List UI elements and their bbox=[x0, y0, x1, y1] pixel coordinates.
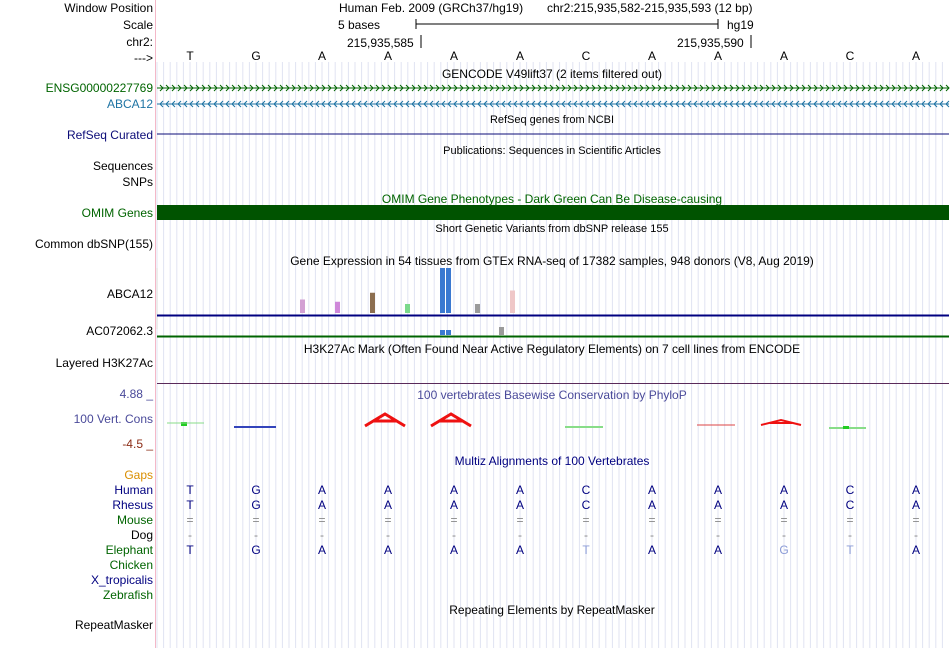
alignment-base: - bbox=[782, 528, 786, 542]
alignment-base: A bbox=[449, 543, 458, 557]
alignment-base: T bbox=[186, 498, 194, 512]
db-text: hg19 bbox=[727, 18, 754, 32]
chr-label: chr2: bbox=[126, 35, 153, 49]
gene-label-abca12[interactable]: ABCA12 bbox=[106, 97, 153, 111]
alignment-base: = bbox=[384, 513, 392, 527]
alignment-base: A bbox=[515, 483, 524, 497]
alignment-base: C bbox=[845, 483, 855, 497]
base-letter: A bbox=[713, 49, 722, 63]
species-label[interactable]: Chicken bbox=[109, 558, 153, 572]
phylop-title[interactable]: 100 vertebrates Basewise Conservation by PhyloP bbox=[417, 388, 687, 402]
alignment-base: A bbox=[383, 498, 392, 512]
gtex-bar bbox=[440, 268, 445, 313]
species-label[interactable]: Mouse bbox=[116, 513, 153, 527]
base-letter: G bbox=[251, 49, 261, 63]
base-letter: A bbox=[911, 49, 920, 63]
phylop-min-label: -4.5 _ bbox=[122, 437, 153, 451]
alignment-base: A bbox=[647, 498, 656, 512]
alignment-base: = bbox=[714, 513, 722, 527]
alignment-base: = bbox=[252, 513, 260, 527]
gtex-bar bbox=[370, 293, 375, 313]
alignment-base: C bbox=[581, 483, 591, 497]
alignment-base: T bbox=[186, 483, 194, 497]
base-letter: A bbox=[383, 49, 392, 63]
assembly-text: Human Feb. 2009 (GRCh37/hg19) bbox=[339, 1, 524, 15]
alignment-base: A bbox=[911, 498, 920, 512]
window-position-label: Window Position bbox=[64, 1, 153, 15]
alignment-base: - bbox=[386, 528, 390, 542]
alignment-base: - bbox=[716, 528, 720, 542]
alignment-base: - bbox=[320, 528, 324, 542]
base-letter: C bbox=[845, 49, 855, 63]
alignment-base: A bbox=[713, 483, 722, 497]
alignment-base: C bbox=[581, 498, 591, 512]
phylop-logo-glyph bbox=[431, 414, 471, 426]
gtex-bar bbox=[446, 268, 451, 313]
alignment-base: A bbox=[449, 483, 458, 497]
dbsnp-label[interactable]: Common dbSNP(155) bbox=[34, 237, 153, 251]
alignment-base: A bbox=[713, 498, 722, 512]
alignment-base: G bbox=[779, 543, 789, 557]
alignment-base: A bbox=[317, 498, 326, 512]
scale-text: 5 bases bbox=[338, 18, 381, 32]
phylop-label[interactable]: 100 Vert. Cons bbox=[73, 412, 153, 426]
repeatmasker-title[interactable]: Repeating Elements by RepeatMasker bbox=[449, 603, 655, 617]
alignment-base: A bbox=[383, 543, 392, 557]
base-letter: A bbox=[647, 49, 656, 63]
base-letter: A bbox=[317, 49, 326, 63]
species-label[interactable]: Zebrafish bbox=[102, 588, 153, 602]
sequences-label[interactable]: Sequences bbox=[92, 159, 153, 173]
alignment-base: A bbox=[317, 543, 326, 557]
alignment-base: A bbox=[449, 498, 458, 512]
alignment-base: - bbox=[188, 528, 192, 542]
alignment-base: A bbox=[317, 483, 326, 497]
alignment-base: - bbox=[584, 528, 588, 542]
alignment-base: - bbox=[914, 528, 918, 542]
alignment-base: G bbox=[251, 543, 261, 557]
alignment-base: A bbox=[911, 483, 920, 497]
dbsnp-title[interactable]: Short Genetic Variants from dbSNP release 155 bbox=[435, 223, 669, 235]
base-letter: T bbox=[186, 49, 194, 63]
alignment-base: G bbox=[251, 498, 261, 512]
phylop-mark bbox=[843, 426, 849, 429]
refseq-title[interactable]: RefSeq genes from NCBI bbox=[489, 114, 615, 126]
alignment-base: - bbox=[650, 528, 654, 542]
alignment-base: A bbox=[647, 543, 656, 557]
h3k27ac-title[interactable]: H3K27Ac Mark (Often Found Near Active Regulatory Elements) on 7 cell lines from ENCODE bbox=[303, 342, 801, 356]
omim-label[interactable]: OMIM Genes bbox=[81, 206, 153, 220]
species-label[interactable]: Elephant bbox=[105, 543, 153, 557]
alignment-base: = bbox=[912, 513, 920, 527]
phylop-max-label: 4.88 _ bbox=[119, 387, 153, 401]
species-label[interactable]: Rhesus bbox=[112, 498, 153, 512]
base-letter: A bbox=[779, 49, 788, 63]
gtex-gene-ac072062[interactable]: AC072062.3 bbox=[86, 324, 153, 338]
gtex-bar bbox=[405, 304, 410, 313]
alignment-base: = bbox=[780, 513, 788, 527]
species-label[interactable]: X_tropicalis bbox=[90, 573, 153, 587]
gtex-bar-lower bbox=[440, 330, 445, 335]
alignment-base: = bbox=[450, 513, 458, 527]
alignment-base: = bbox=[318, 513, 326, 527]
refseq-label[interactable]: RefSeq Curated bbox=[66, 128, 153, 142]
phylop-logo-glyph bbox=[365, 414, 405, 426]
alignment-base: G bbox=[251, 483, 261, 497]
h3k27ac-label[interactable]: Layered H3K27Ac bbox=[55, 356, 153, 370]
base-letter: A bbox=[449, 49, 458, 63]
gtex-title[interactable]: Gene Expression in 54 tissues from GTEx RNA-seq of 17382 samples, 948 donors (V8, Aug 2019) bbox=[290, 254, 814, 268]
gtex-bar-lower bbox=[499, 327, 504, 335]
species-label[interactable]: Human bbox=[114, 483, 153, 497]
alignment-base: T bbox=[186, 543, 194, 557]
gtex-gene-abca12[interactable]: ABCA12 bbox=[106, 287, 153, 301]
coord-right: 215,935,590 bbox=[677, 36, 744, 50]
alignment-base: A bbox=[713, 543, 722, 557]
gaps-label[interactable]: Gaps bbox=[124, 468, 153, 482]
coord-left: 215,935,585 bbox=[347, 36, 414, 50]
alignment-base: A bbox=[383, 483, 392, 497]
gtex-bar-lower bbox=[446, 330, 451, 335]
alignment-base: C bbox=[845, 498, 855, 512]
phylop-logo-glyph bbox=[761, 420, 801, 425]
gene-label-ensg[interactable]: ENSG00000227769 bbox=[45, 81, 153, 95]
alignment-base: - bbox=[848, 528, 852, 542]
multiz-title[interactable]: Multiz Alignments of 100 Vertebrates bbox=[454, 454, 650, 468]
repeatmasker-label[interactable]: RepeatMasker bbox=[74, 618, 153, 632]
alignment-base: A bbox=[515, 498, 524, 512]
base-letter: A bbox=[515, 49, 524, 63]
alignment-base: = bbox=[648, 513, 656, 527]
alignment-base: A bbox=[515, 543, 524, 557]
alignment-base: T bbox=[846, 543, 854, 557]
strand-arrow-label[interactable]: ---> bbox=[134, 51, 153, 65]
publications-title[interactable]: Publications: Sequences in Scientific Articles bbox=[443, 145, 661, 157]
gtex-bar bbox=[300, 300, 305, 314]
alignment-base: - bbox=[452, 528, 456, 542]
omim-title[interactable]: OMIM Gene Phenotypes - Dark Green Can Be Disease-causing bbox=[381, 192, 723, 206]
gtex-bar bbox=[335, 302, 340, 313]
alignment-base: A bbox=[779, 483, 788, 497]
species-label[interactable]: Dog bbox=[130, 528, 153, 542]
scale-label: Scale bbox=[122, 18, 153, 32]
alignment-base: A bbox=[779, 498, 788, 512]
alignment-base: - bbox=[518, 528, 522, 542]
position-text: chr2:215,935,582-215,935,593 (12 bp) bbox=[547, 1, 753, 15]
gtex-bar bbox=[510, 291, 515, 314]
alignment-base: - bbox=[254, 528, 258, 542]
alignment-base: T bbox=[582, 543, 590, 557]
alignment-base: = bbox=[582, 513, 590, 527]
alignment-base: = bbox=[516, 513, 524, 527]
alignment-base: = bbox=[846, 513, 854, 527]
alignment-base: A bbox=[911, 543, 920, 557]
gtex-bar bbox=[475, 304, 480, 313]
base-letter: C bbox=[581, 49, 591, 63]
alignment-base: = bbox=[186, 513, 194, 527]
snps-label[interactable]: SNPs bbox=[122, 175, 153, 189]
gencode-title[interactable]: GENCODE V49lift37 (2 items filtered out) bbox=[441, 67, 663, 81]
omim-bar bbox=[157, 205, 949, 220]
alignment-base: A bbox=[647, 483, 656, 497]
